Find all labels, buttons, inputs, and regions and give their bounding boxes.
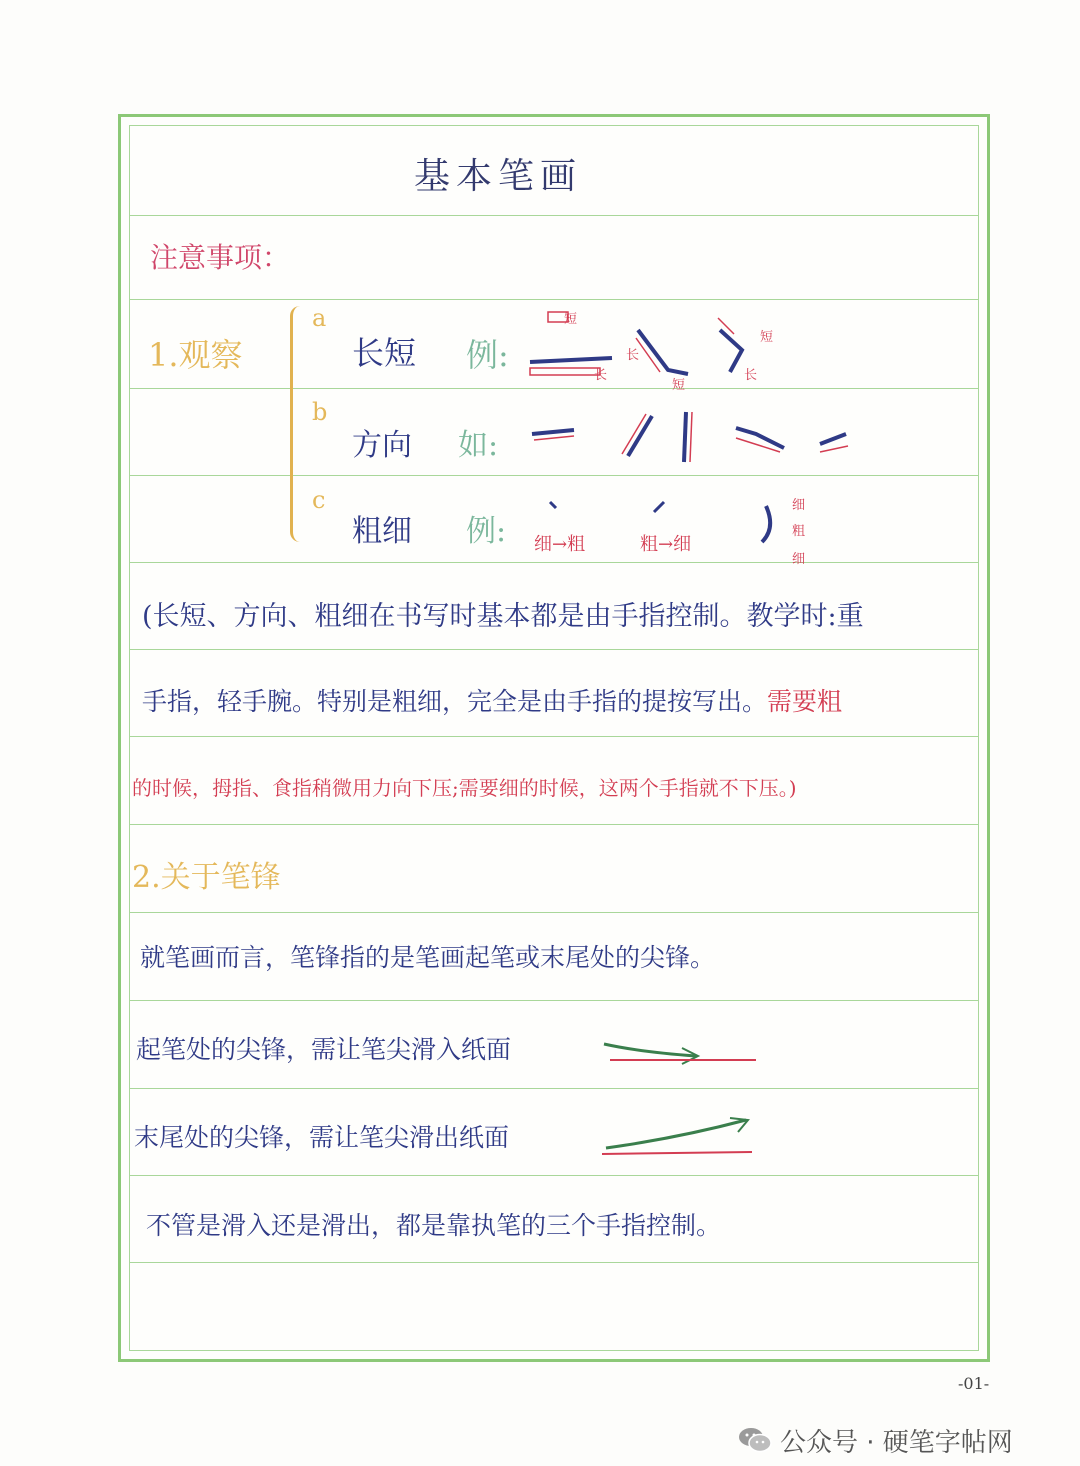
paragraph-line-2 <box>142 682 842 718</box>
section2-line-3: 末尾处的尖锋，需让笔尖滑出纸面 <box>134 1123 510 1152</box>
ruled-line <box>130 1262 978 1263</box>
annotation-short: 短 <box>760 330 774 345</box>
annotation-short: 短 <box>672 378 686 393</box>
section2-line-1: 就笔画而言，笔锋指的是笔画起笔或末尾处的尖锋。 <box>140 943 716 972</box>
item-a-letter: a <box>312 304 327 332</box>
annotation-thick-to-thin: 粗→细 <box>640 534 692 555</box>
annotation-thin: 细 <box>792 552 806 567</box>
ruled-line <box>130 912 978 913</box>
annotation-short: 短 <box>564 312 578 327</box>
ruled-line <box>130 824 978 825</box>
paragraph-line-1: (长短、方向、粗细在书写时基本都是由手指控制。教学时:重 <box>142 601 864 632</box>
page-number: -01- <box>958 1374 990 1393</box>
section2-line-2: 起笔处的尖锋，需让笔尖滑入纸面 <box>136 1035 512 1064</box>
ruled-line <box>130 215 978 216</box>
item-c-example-word: 例: <box>466 514 507 549</box>
ruled-line <box>130 475 978 476</box>
item-b-example-word: 如: <box>458 428 499 463</box>
section1-brace <box>290 306 305 542</box>
annotation-long: 长 <box>744 368 758 383</box>
slide-out-arrow <box>598 1114 758 1158</box>
notes-heading: 注意事项： <box>150 241 291 274</box>
direction-example-drawings <box>530 404 860 474</box>
annotation-thick: 粗 <box>792 524 806 539</box>
annotation-thin: 细 <box>792 498 806 513</box>
ruled-line <box>130 562 978 563</box>
section1-heading: 1.观察 <box>148 336 243 374</box>
annotation-long: 长 <box>594 368 608 383</box>
item-a-label: 长短 <box>352 334 417 372</box>
item-b-label: 方向 <box>352 428 412 463</box>
item-c-label: 粗细 <box>352 514 412 549</box>
annotation-thin-to-thick: 细→粗 <box>534 534 586 555</box>
slide-in-arrow <box>600 1034 760 1074</box>
ruled-line <box>130 736 978 737</box>
ruled-line <box>130 1088 978 1089</box>
watermark <box>738 1422 1013 1458</box>
watermark-text: 公众号 · 硬笔字帖网 <box>780 1427 1013 1458</box>
ruled-line <box>130 1175 978 1176</box>
paragraph-line-3: 的时候，拇指、食指稍微用力向下压;需要细的时候，这两个手指就不下压。) <box>132 776 797 800</box>
ruled-line <box>130 1000 978 1001</box>
paragraph-line-2-red: 需要粗 <box>767 687 843 716</box>
annotation-long: 长 <box>626 348 640 363</box>
section2-heading: 2.关于笔锋 <box>132 860 281 895</box>
ruled-line <box>130 649 978 650</box>
item-b-letter: b <box>312 398 328 426</box>
wechat-icon <box>738 1426 772 1454</box>
paragraph-line-2-navy: 手指，轻手腕。特别是粗细，完全是由手指的提按写出。 <box>142 687 768 716</box>
length-example-drawings <box>520 300 820 400</box>
item-a-example-word: 例: <box>466 336 509 374</box>
page-title: 基本笔画 <box>414 156 583 197</box>
thickness-example-drawings <box>530 494 790 554</box>
item-c-letter: c <box>312 486 326 514</box>
section2-line-4: 不管是滑入还是滑出，都是靠执笔的三个手指控制。 <box>146 1211 722 1240</box>
